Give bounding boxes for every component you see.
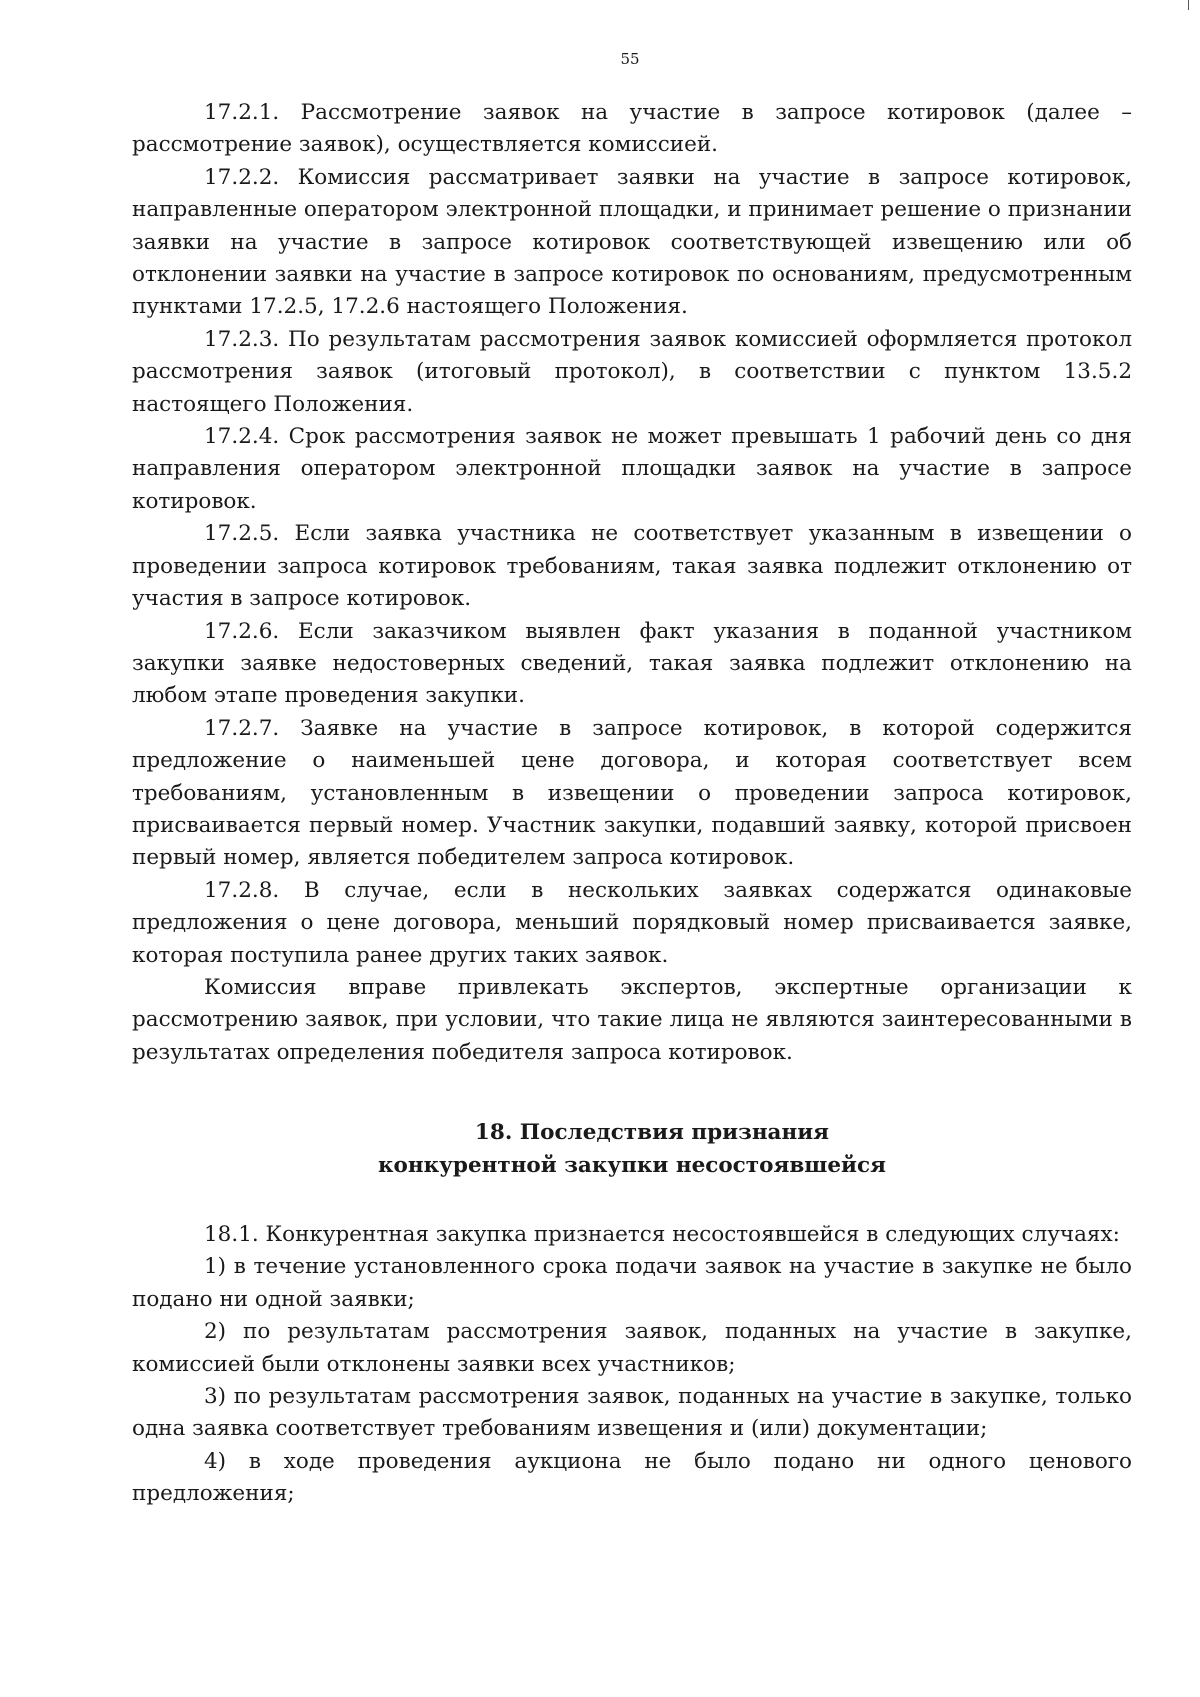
paragraph-17-2-6: 17.2.6. Если заказчиком выявлен факт указания в поданной участником закупки заявке недостоверных сведений, такая заявка подлежит отклонению на любом этапе проведения закупки. <box>132 618 1132 709</box>
paragraph-17-2-2: 17.2.2. Комиссия рассматривает заявки на участие в запросе котировок, направленные оператором электронной площадки, и принимает решение о признании заявки на участие в запросе котировок соответствующей извещению или об отклонении заявки на участие в запросе котировок по основаниям, предусмотренным пунктами 17.2.5, 17.2.6 настоящего Положения. <box>132 164 1132 320</box>
paragraph-18-1: 18.1. Конкурентная закупка признается несостоявшейся в следующих случаях: <box>204 1222 1120 1247</box>
page-number: 55 <box>620 50 640 68</box>
section-18-heading-line2: конкурентной закупки несостоявшейся <box>378 1152 886 1178</box>
paragraph-experts: Комиссия вправе привлекать экспертов, экспертные организации к рассмотрению заявок, при условии, что такие лица не являются заинтересованными в результатах определения победителя запроса котировок. <box>132 974 1132 1065</box>
list-item-18-1-2: 2) по результатам рассмотрения заявок, поданных на участие в закупке, комиссией были отклонены заявки всех участников; <box>132 1319 1132 1377</box>
document-body <box>132 97 1132 1511</box>
list-item-18-1-1: 1) в течение установленного срока подачи заявок на участие в закупке не было подано ни одной заявки; <box>132 1254 1132 1312</box>
section-18-heading <box>132 1117 1132 1182</box>
paragraph-17-2-3: 17.2.3. По результатам рассмотрения заявок комиссией оформляется протокол рассмотрения заявок (итоговый протокол), в соответствии с пунктом 13.5.2 настоящего Положения. <box>132 326 1132 417</box>
paragraph-17-2-5: 17.2.5. Если заявка участника не соответствует указанным в извещении о проведении запроса котировок требованиям, такая заявка подлежит отклонению от участия в запросе котировок. <box>132 521 1132 612</box>
list-item-18-1-4: 4) в ходе проведения аукциона не было подано ни одного ценового предложения; <box>132 1448 1132 1507</box>
section-18-heading-line1: 18. Последствия признания <box>474 1120 830 1146</box>
scan-margin-mark <box>1188 0 1189 10</box>
list-item-18-1-3: 3) по результатам рассмотрения заявок, поданных на участие в закупке, только одна заявка соответствует требованиям извещения и (или) документации; <box>132 1384 1132 1442</box>
paragraph-17-2-4: 17.2.4. Срок рассмотрения заявок не может превышать 1 рабочий день со дня направления оператором электронной площадки заявок на участие в запросе котировок. <box>132 424 1132 514</box>
paragraph-17-2-1: 17.2.1. Рассмотрение заявок на участие в запросе котировок (далее – рассмотрение заявок), осуществляется комиссией. <box>132 100 1132 158</box>
paragraph-17-2-7: 17.2.7. Заявке на участие в запросе котировок, в которой содержится предложение о наименьшей цене договора, и которая соответствует всем требованиям, установленным в извещении о проведении запроса котировок, присваивается первый номер. Участник закупки, подавший заявку, которой присвоен первый номер, является победителем запроса котировок. <box>132 715 1132 871</box>
paragraph-17-2-8: 17.2.8. В случае, если в нескольких заявках содержатся одинаковые предложения о цене договора, меньший порядковый номер присваивается заявке, которая поступила ранее других таких заявок. <box>132 877 1132 968</box>
